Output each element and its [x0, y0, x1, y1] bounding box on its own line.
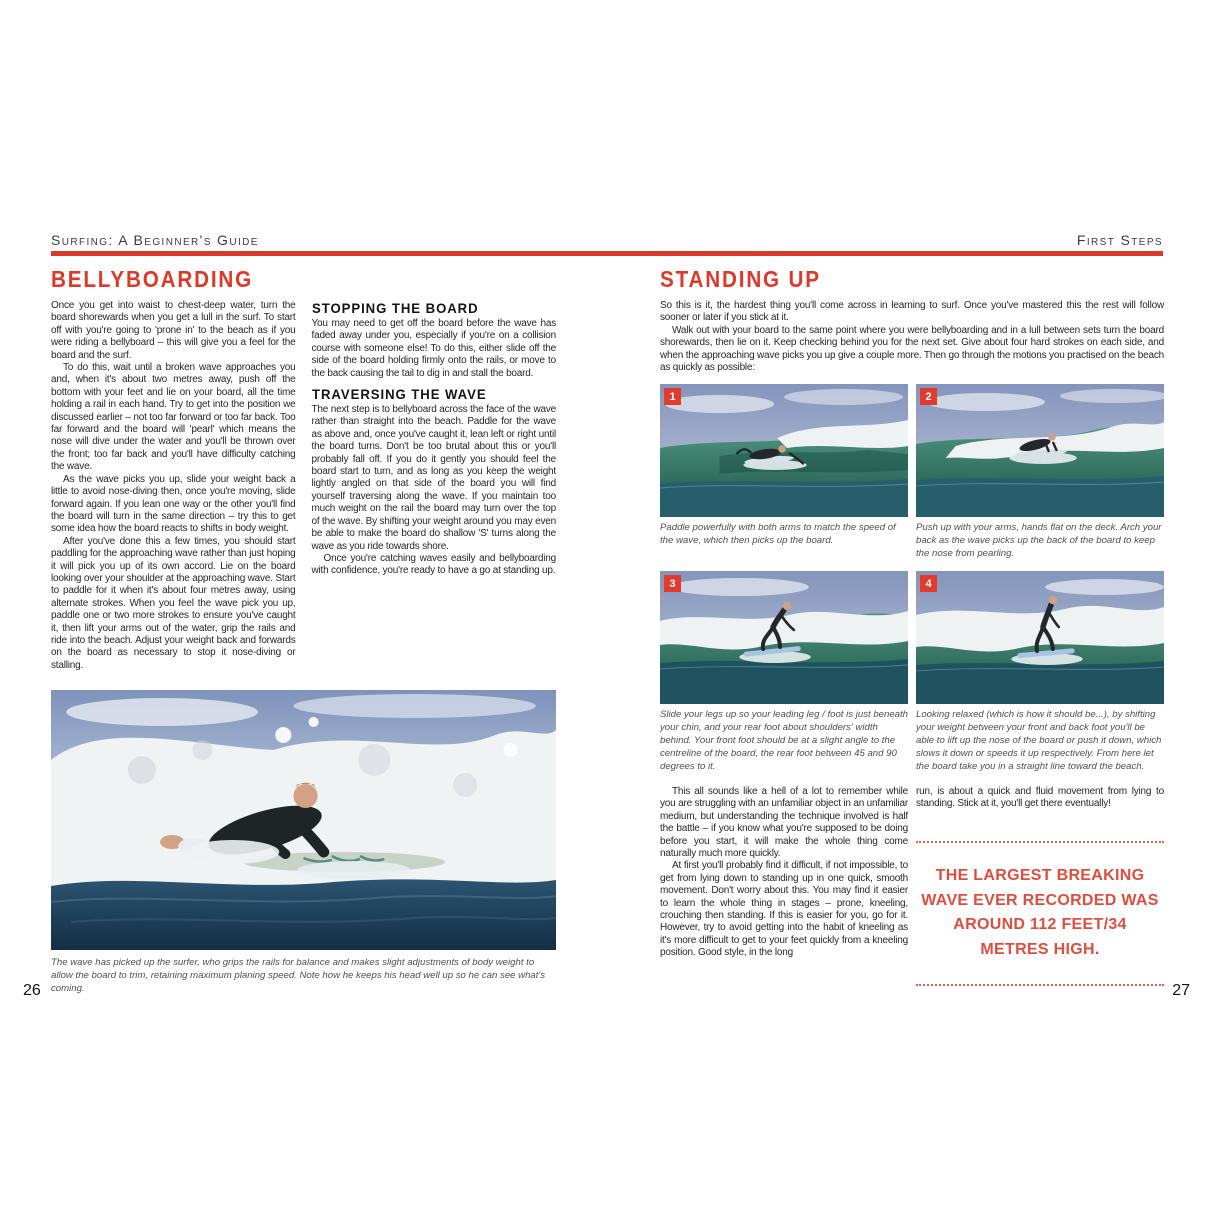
step-number-badge: 1 — [664, 388, 681, 405]
main-photo-caption: The wave has picked up the surfer, who grips the rails for balance and makes slight adjustments of body weight to allow the board to trim, retaining maximum planing speed. Note how he keeps his head well up so he can see what's coming. — [51, 957, 546, 994]
bellyboarding-photo — [51, 690, 556, 950]
paragraph: After you've done this a few times, you should start paddling for the approaching wave rather than just hoping it will pick you up of its own accord. Lie on the board looking over your shoulder at the approaching wave. Start to paddle for it when it's about four metres away, using alternate strokes. When you feel the wave pick you up, paddle one or two more strokes to ensure you've caught it, then lift your arms out of the water, grip the rails and ride into the beach. Adjust your weight back and forwards on the board as necessary to stop it nose-diving or stalling. — [51, 535, 296, 671]
page-right — [660, 266, 1164, 986]
paragraph: The next step is to bellyboard across the face of the wave rather than straight into the beach. Paddle for the wave as above and, once you've caught it, lean left or right until the board turns. Don't be too brutal about this or you'll probably fall off. If you do it gently you should feel the board start to turn, and as long as you keep the weight lightly angled on that side of the board you will find yourself traversing along the wave. If you maintain too much weight on the rail the board may turn over the top of the wave. By shifting your weight around you may even be able to make the board do shallow 'S' turns along the wave as you ride towards shore. — [311, 404, 556, 552]
fact-callout-box — [916, 841, 1164, 986]
page-number-left: 26 — [23, 982, 41, 999]
step-number-badge: 2 — [920, 388, 937, 405]
paragraph: Once you're catching waves easily and bellyboarding with confidence, you're ready to have a go at standing up. — [311, 552, 556, 577]
surfer-pushup-illustration — [916, 384, 1164, 517]
step-3-caption: Slide your legs up so your leading leg / foot is just beneath your chin, and your rear foot about shoulders' width behind. Your front foot should be at a slight angle to the centreline of the board, the rear foot between 45 and 90 degrees to it. — [660, 709, 908, 772]
step-2-photo — [916, 384, 1164, 517]
step-4-photo — [916, 571, 1164, 704]
surfer-prone-photo-illustration — [51, 690, 556, 950]
running-head-left: Surfing: A Beginner's Guide — [51, 232, 259, 248]
paragraph: Once you get into waist to chest-deep water, turn the board shorewards when you get a lull in the surf. To start off with you're going to 'prone in' to the beach as if you were riding a bellyboard – this will give you a feel for the board and the surf. — [51, 300, 296, 361]
step-1 — [660, 384, 908, 561]
surfer-crouching-illustration — [660, 571, 908, 704]
red-rule-divider — [51, 251, 1163, 256]
page-left — [51, 266, 556, 996]
paragraph: You may need to get off the board before the wave has faded away under you, especially if you're on a collision course with someone else! To do this, either slide off the side of the board holding firmly onto the rails, or move to the back causing the tail to dig in and stall the board. — [311, 318, 556, 379]
step-4-caption: Looking relaxed (which is how it should be...), by shifting your weight between your front and back foot you'll be able to lift up the nose of the board or push it down, which slows it down or speeds it up respectively. From here let the board take you in a straight line toward the beach. — [916, 709, 1162, 772]
step-2-caption: Push up with your arms, hands flat on the deck. Arch your back as the wave picks up the back of the board to keep the nose from pearling. — [916, 522, 1162, 560]
step-1-photo — [660, 384, 908, 517]
page-number-right: 27 — [1172, 982, 1190, 999]
step-3 — [660, 571, 908, 774]
step-photo-grid — [660, 384, 1164, 784]
bellyboarding-text-columns — [51, 300, 556, 682]
subheading-stopping-the-board: STOPPING THE BOARD — [311, 300, 479, 316]
step-1-caption: Paddle powerfully with both arms to match the speed of the wave, which then picks up the board. — [660, 522, 896, 547]
step-4 — [916, 571, 1164, 774]
step-number-badge: 4 — [920, 575, 937, 592]
subheading-traversing-the-wave: TRAVERSING THE WAVE — [311, 386, 487, 403]
standing-up-text-columns — [660, 786, 1164, 986]
step-2 — [916, 384, 1164, 561]
paragraph: To do this, wait until a broken wave approaches you and, when it's about two metres away, push off the bottom with your feet and lie on your board, all the time holding a rail in each hand. Try to get into the position we discussed earlier – not too far forward or too far back. Too far forward and the board will 'pearl' which means the nose will dive under the water and you'll be thrown over the front; too far back and you'll have difficulty catching the wave. — [51, 362, 296, 473]
surfer-standing-illustration — [916, 571, 1164, 704]
section-title-bellyboarding: BELLYBOARDING — [51, 266, 254, 292]
paragraph: Walk out with your board to the same point where you were bellyboarding and in a lull between sets turn the board shorewards, then lie on it. Keep checking behind you for the next set. Give about four hard strokes on each side, and when the approaching wave picks you up give a couple more. Then go through the motions you practised on the beach as quickly as possible: — [660, 324, 1164, 374]
paragraph: At first you'll probably find it difficult, if not impossible, to get from lying down to standing up in one quick, smooth movement. Don't worry about this. You may find it easier to learn the whole thing in stages – prone, kneeling, crouching then standing. If this is easier for you, go for it. However, try to avoid getting into the habit of kneeling as it's more difficult to get to your feet quickly from a kneeling position. Good style, in the long — [660, 860, 908, 959]
paragraph: This all sounds like a hell of a lot to remember while you are struggling with an unfamiliar object in an unfamiliar medium, but understanding the technique involved is half the battle – if you know what you're supposed to be doing before you start, it will make the whole thing come naturally much more quickly. — [660, 785, 908, 859]
paragraph: So this is it, the hardest thing you'll come across in learning to surf. Once you've mastered this the rest will follow sooner or later if you stick at it. — [660, 300, 1164, 324]
step-number-badge: 3 — [664, 575, 681, 592]
standing-up-intro — [660, 300, 1164, 374]
text-column-a — [660, 786, 908, 986]
paragraph: As the wave picks you up, slide your weight back a little to avoid nose-diving then, once you're moving, slide forward again. If you lean one way or the other you'll find the board will turn in the same direction – try this to get some idea how the board reacts to shifts in body weight. — [51, 473, 296, 535]
step-3-photo — [660, 571, 908, 704]
paragraph: run, is about a quick and fluid movement from lying to standing. Stick at it, you'll get there eventually! — [916, 785, 1164, 810]
section-title-standing-up: STANDING UP — [660, 266, 821, 292]
running-head-right: First Steps — [1076, 232, 1163, 248]
fact-callout-text: THE LARGEST BREAKING WAVE EVER RECORDED WAS AROUND 112 FEET/34 METRES HIGH. — [921, 866, 1159, 959]
surfer-paddling-illustration — [660, 384, 908, 517]
text-column-b — [916, 786, 1164, 986]
